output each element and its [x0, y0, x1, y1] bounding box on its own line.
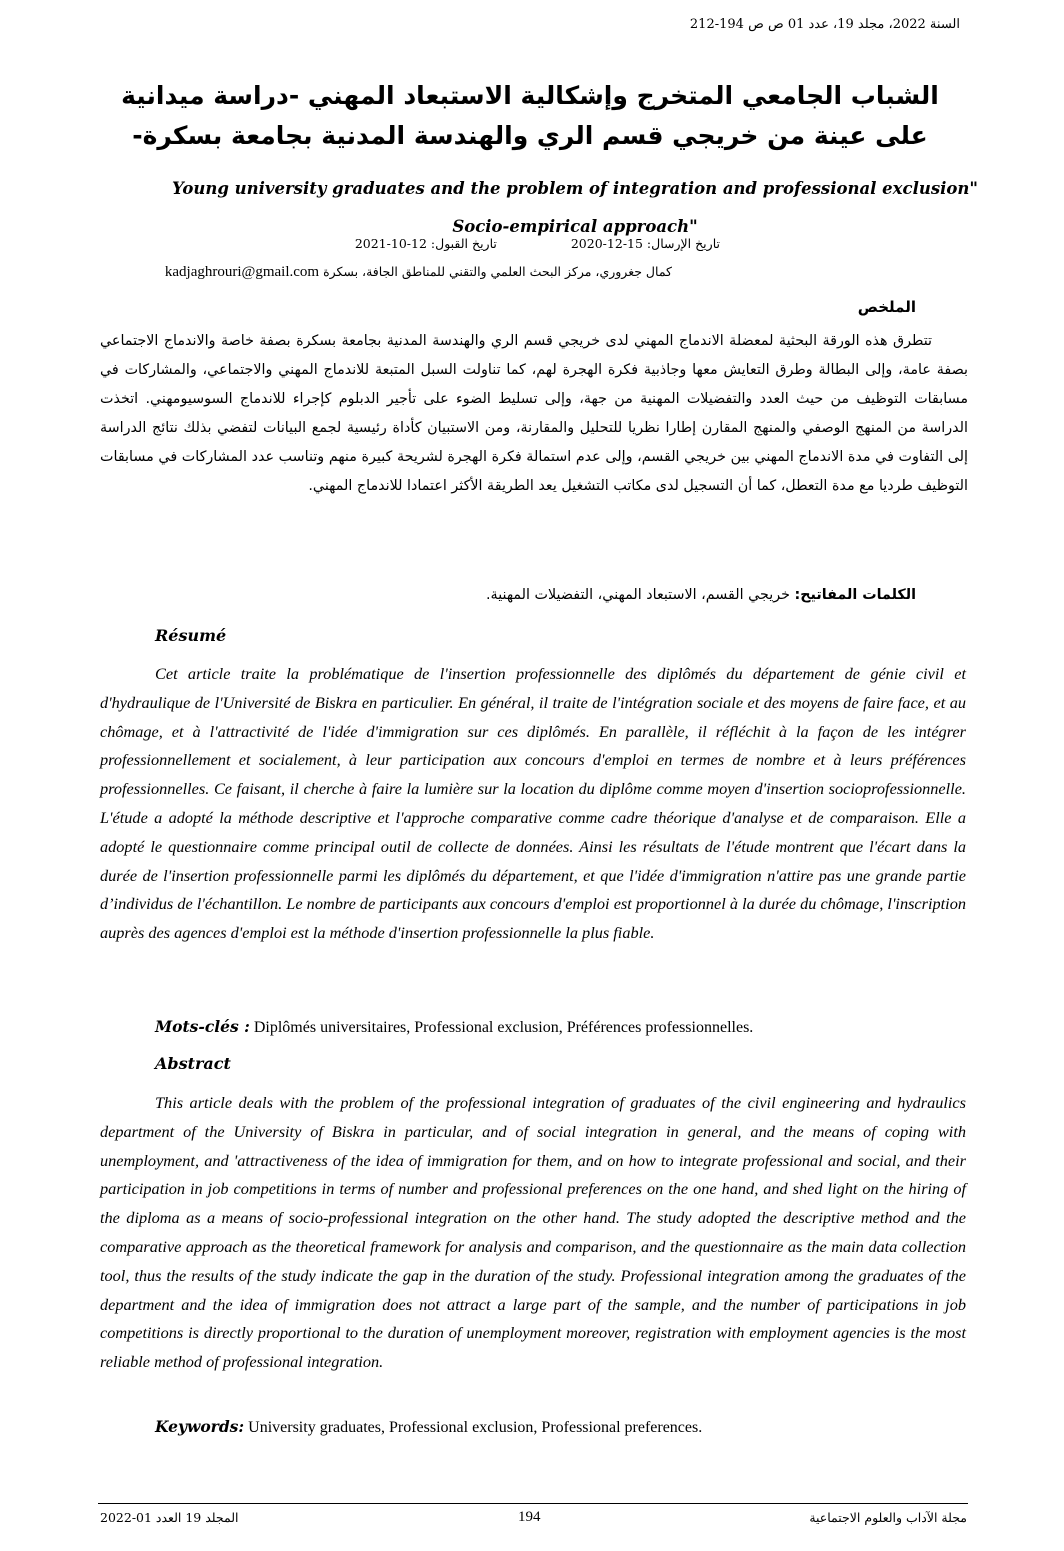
french-keywords — [155, 1017, 753, 1037]
date-sent: تاريخ الإرسال: 15-12-2020 — [570, 236, 720, 251]
french-abstract-body: Cet article traite la problématique de l'insertion professionnelle des diplômés du département de génie civil et d'hydraulique de l'Université de Biskra en particulier. En général, il traite de l'intégration sociale et des moyens de faire face, et au chômage, et à l'attractivité de l'idée d'immigration sur ces diplômés. En parallèle, il réfléchit à la façon de les intégrer professionnellement et socialement, à leur participation aux concours d'emploi en termes de nombre et à leurs préférences professionnelles. Ce faisant, il cherche à faire la lumière sur la location du diplôme comme moyen d'insertion socioprofessionnelle. L'étude a adopté la méthode descriptive et l'approche comparative comme cadre théorique d'analyse et de comparaison. Elle a adopté le questionnaire comme principal outil de collecte de données. Ainsi les résultats de l'étude montrent que l'écart dans la durée de l'insertion professionnelle parmi les diplômés du département, et que l'idée d'immigration n'attire pas une grande partie d’individus de l'échantillon. Le nombre de participants aux concours d'emploi est proportionnel à la durée du chômage, l'inscription auprès des agences d'emploi est la méthode d'insertion professionnelle la plus fiable. — [100, 664, 966, 943]
english-keywords — [155, 1417, 702, 1437]
author-email[interactable]: kadjaghrouri@gmail.com — [164, 264, 320, 280]
arabic-keywords — [486, 587, 916, 603]
arabic-abstract-heading: الملخص — [857, 298, 916, 316]
date-accepted: تاريخ القبول: 12-10-2021 — [354, 236, 497, 251]
english-abstract-body: This article deals with the problem of the professional integration of graduates of the civil engineering and hydraulics department of the University of Biskra in particular, and of social integration in general, and the means of coping with unemployment, and 'attractiveness of the idea of immigration for them, and on how to integrate professional and social, and their participation in job competitions in terms of number and professional preferences on the one hand, and shed light on the hiring of the diploma as a means of socio-professional integration on the other hand. The study adopted the descriptive method and the comparative approach as the theoretical framework for analysis and comparison, and the questionnaire as the main data collection tool, thus the results of the study indicate the gap in the duration of the study. Professional integration among the graduates of the department and the idea of immigration does not attract a large part of the sample, and the number of participations in job competitions is directly proportional to the duration of unemployment moreover, registration with employment agencies is the most reliable method of professional integration. — [100, 1093, 966, 1372]
submission-dates — [340, 236, 720, 251]
french-keywords-label: Mots-clés : — [155, 1017, 250, 1036]
footer-page-number: 194 — [518, 1509, 541, 1525]
french-keywords-list: Diplômés universitaires, Professional exclusion, Préférences professionnelles. — [253, 1019, 754, 1036]
arabic-keywords-label: الكلمات المفاتيح: — [794, 587, 916, 603]
arabic-title: الشباب الجامعي المتخرج وإشكالية الاستبعاد المهني -دراسة ميدانية على عينة من خريجي قسم الري والهندسة المدنية بجامعة بسكرة- — [121, 81, 939, 150]
english-abstract-heading: Abstract — [155, 1054, 231, 1073]
english-title: Young university graduates and the problem of integration and professional exclusion" Socio-empirical approach" — [172, 179, 978, 236]
journal-reference-header: السنة 2022، مجلد 19، عدد 01 ص ص 194-212 — [689, 17, 960, 32]
arabic-abstract-body: تتطرق هذه الورقة البحثية لمعضلة الاندماج المهني لدى خريجي قسم الري والهندسة المدنية بجامعة بسكرة بصفة خاصة والاندماج الاجتماعي بصفة عامة، وإلى البطالة وطرق التعايش معها وجاذبية فكرة الهجرة لهم، كما تناولت السبل المتبعة للاندماج المهني والاجتماعي، والمشاركات في مسابقات التوظيف من حيث العدد والتفضيلات المهنية من جهة، وإلى تسليط الضوء على تأجير الدبلوم كإجراء للاندماج السوسيومهني. اتخذت الدراسة من المنهج الوصفي والمنهج المقارن إطارا نظريا للتحليل والمقارنة، ومن الاستبيان كأداة رئيسية لجمع البيانات لتفضي بذلك نتائج الدراسة إلى التفاوت في مدة الاندماج المهني بين خريجي القسم، وإلى عدم استمالة فكرة الهجرة لشريحة كبيرة منهم وتناسب عدد المشاركات في مسابقات التوظيف طرديا مع مدة التعطل، كما أن التسجيل لدى مكاتب التشغيل يعد الطريقة الأكثر اعتمادا للاندماج المهني. — [100, 333, 968, 494]
english-keywords-label: Keywords: — [155, 1417, 245, 1436]
author-line — [165, 264, 672, 281]
author-affiliation: كمال جغروري، مركز البحث العلمي والتقني للمناطق الجافة، بسكرة — [323, 264, 672, 279]
footer-divider — [98, 1503, 968, 1504]
footer-journal-name: مجلة الآداب والعلوم الاجتماعية — [809, 1510, 967, 1525]
english-keywords-list: University graduates, Professional exclusion, Professional preferences. — [248, 1419, 703, 1436]
arabic-keywords-list: خريجي القسم، الاستبعاد المهني، التفضيلات المهنية. — [485, 587, 790, 603]
footer-issue: المجلد 19 العدد 01-2022 — [100, 1510, 239, 1525]
french-abstract-heading: Résumé — [155, 626, 227, 645]
